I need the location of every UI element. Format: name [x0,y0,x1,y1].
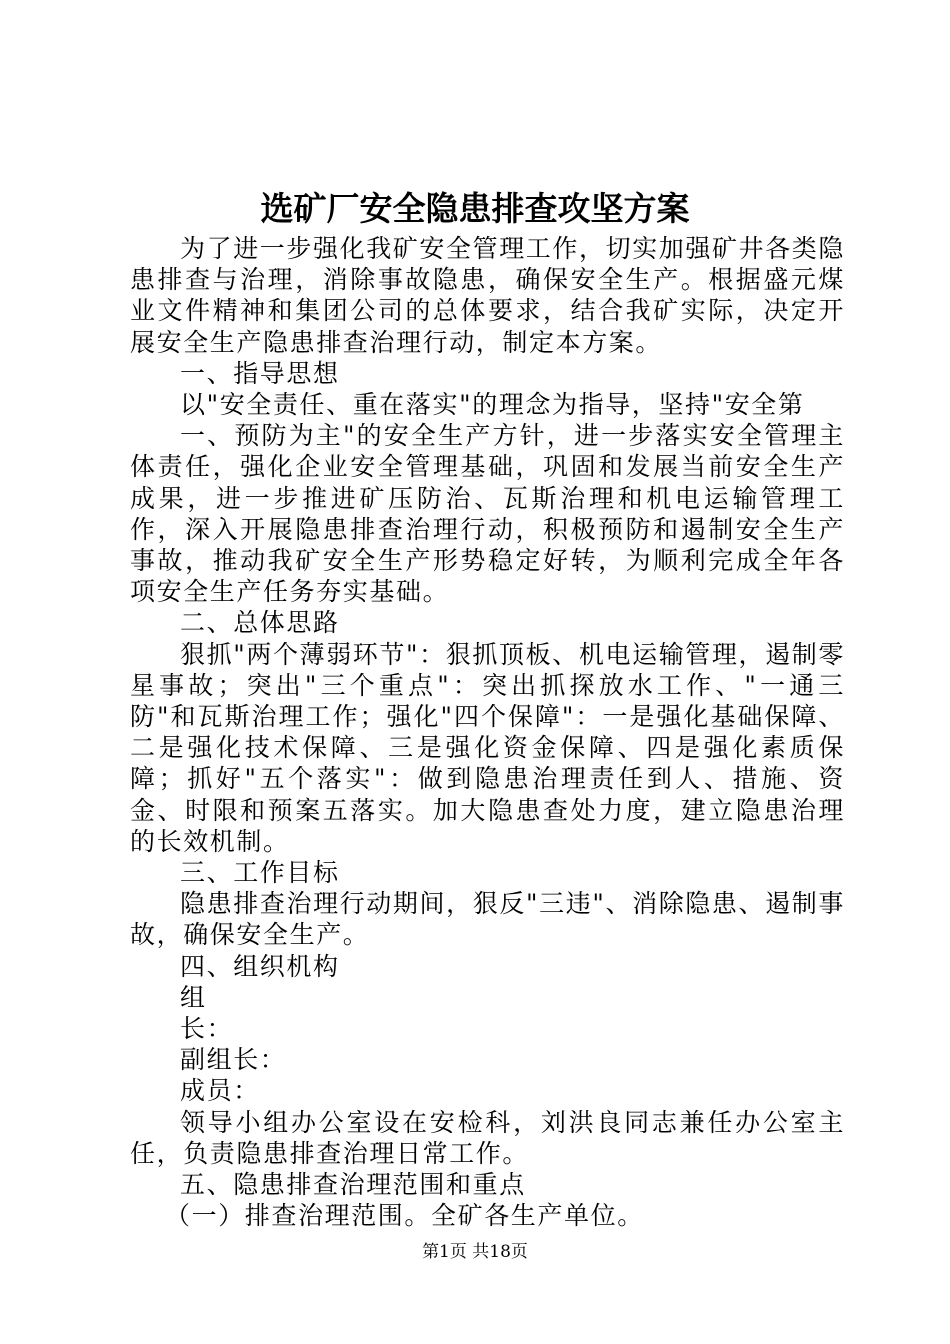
heading-work-goals: 三、工作目标 [180,858,340,888]
page-number: 第1页 共18页 [422,1242,528,1262]
paragraph-scope: （一）排查治理范围。全矿各生产单位。 [165,1201,644,1231]
paragraph-guiding-line: 以"安全责任、重在落实"的理念为指导，坚持"安全第 [180,390,805,420]
paragraph-guiding-body: 一、预防为主"的安全生产方针，进一步落实安全管理主体责任，强化企业安全管理基础，巩固和发展当前安全生产成果，进一步推进矿压防治、瓦斯治理和机电运输管理工作，深入开展隐患排查治理行动，积极预防和遏制安全生产事故，推动我矿安全生产形势稳定好转，为顺利完成全年各项安全生产任务夯实基础。 [130,421,845,607]
heading-overall-approach: 二、总体思路 [180,608,340,638]
paragraph-overall-approach: 狠抓"两个薄弱环节"：狠抓顶板、机电运输管理，遏制零星事故；突出"三个重点"：突出抓探放水工作、"一通三防"和瓦斯治理工作；强化"四个保障"：一是强化基础保障、二是强化技术保障、三是强化资金保障、四是强化素质保障；抓好"五个落实"：做到隐患治理责任到人、措施、资金、时限和预案五落实。加大隐患查处力度，建立隐患治理的长效机制。 [130,639,845,856]
document-body [130,233,845,1232]
paragraph-office: 领导小组办公室设在安检科，刘洪良同志兼任办公室主任，负责隐患排查治理日常工作。 [130,1107,845,1168]
paragraph-work-goals: 隐患排查治理行动期间，狠反"三违"、消除隐患、遏制事故，确保安全生产。 [130,889,845,950]
label-members: 成员： [180,1076,260,1106]
paragraph-intro: 为了进一步强化我矿安全管理工作，切实加强矿井各类隐患排查与治理，消除事故隐患，确保安全生产。根据盛元煤业文件精神和集团公司的总体要求，结合我矿实际，决定开展安全生产隐患排查治理行动，制定本方案。 [130,234,846,357]
document-title: 选矿厂安全隐患排查攻坚方案 [260,189,690,228]
label-deputy-leader: 副组长： [180,1045,287,1075]
heading-guiding-ideology: 一、指导思想 [180,358,340,388]
heading-scope-focus: 五、隐患排查治理范围和重点 [180,1170,526,1200]
heading-organization: 四、组织机构 [180,951,340,981]
label-leader-part1: 组 [180,982,207,1012]
label-leader-part2: 长： [180,1014,234,1044]
